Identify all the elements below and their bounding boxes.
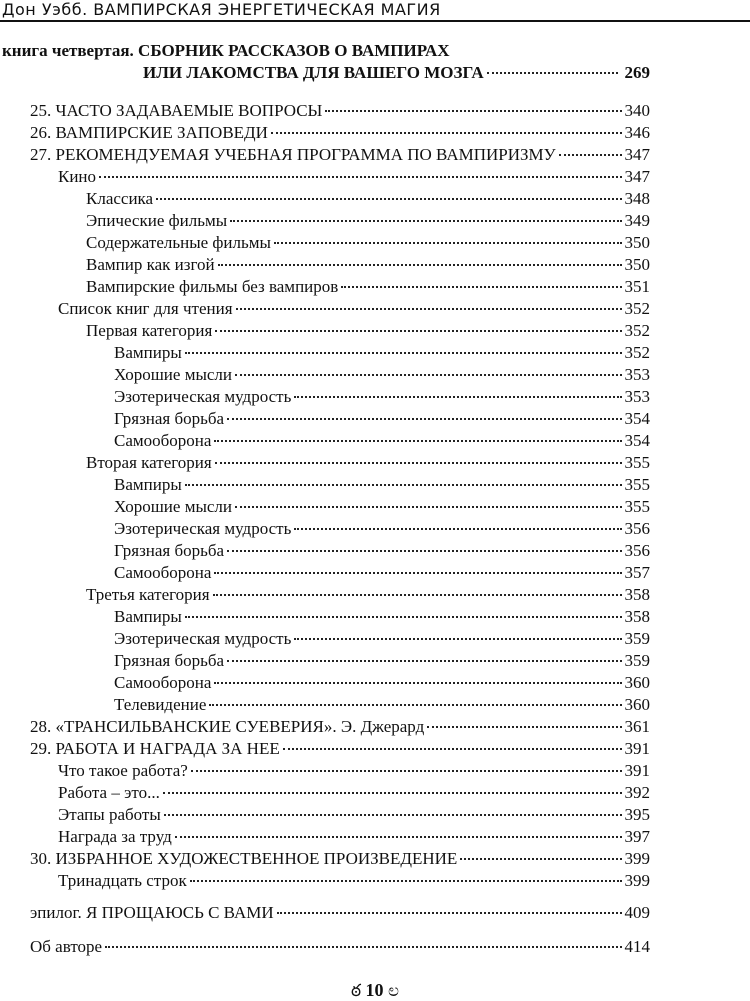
toc-entry-page: 359 <box>624 629 650 648</box>
toc-entry-title: Об авторе <box>30 937 103 956</box>
toc-entry[interactable] <box>114 606 650 628</box>
dot-leader <box>274 242 622 244</box>
page-number: 10 <box>365 980 384 1000</box>
dot-leader <box>341 286 621 288</box>
toc-entry[interactable] <box>86 452 650 474</box>
toc-entry-page: 395 <box>624 805 650 824</box>
dot-leader <box>214 440 621 442</box>
toc-entry-page: 399 <box>624 849 650 868</box>
toc-entry-title: Третья категория <box>86 585 210 604</box>
page-footer <box>0 980 750 1001</box>
toc-entry-title: 30. ИЗБРАННОЕ ХУДОЖЕСТВЕННОЕ ПРОИЗВЕДЕНИЕ <box>30 849 458 868</box>
dot-leader <box>209 704 621 706</box>
toc-entry[interactable] <box>58 760 650 782</box>
toc-entry[interactable] <box>114 386 650 408</box>
dot-leader <box>236 308 622 310</box>
toc-entry[interactable] <box>30 738 650 760</box>
dot-leader <box>175 836 622 838</box>
toc-entry[interactable] <box>58 298 650 320</box>
toc-entry[interactable] <box>30 122 650 144</box>
toc-entry-title: Грязная борьба <box>114 409 225 428</box>
toc-entry-page: 414 <box>624 937 650 956</box>
toc-entry[interactable] <box>114 518 650 540</box>
dot-leader <box>191 770 622 772</box>
toc-entry-title: Самооборона <box>114 431 212 450</box>
toc-entry-title: Хорошие мысли <box>114 365 232 384</box>
toc-entry[interactable] <box>86 254 650 276</box>
toc-entry-title: 25. ЧАСТО ЗАДАВАЕМЫЕ ВОПРОСЫ <box>30 101 323 120</box>
toc-entry-title: Этапы работы <box>58 805 161 824</box>
toc-entry-page: 358 <box>624 585 650 604</box>
toc-entry[interactable] <box>86 232 650 254</box>
toc-entry-page: 356 <box>624 541 650 560</box>
toc-entry[interactable] <box>30 902 650 924</box>
toc-entry-title: Кино <box>58 167 97 186</box>
toc-entry[interactable] <box>30 144 650 166</box>
dot-leader <box>325 110 621 112</box>
toc-entry[interactable] <box>114 628 650 650</box>
toc-entry[interactable] <box>114 364 650 386</box>
dot-leader <box>427 726 621 728</box>
ornament-left-icon: ఠ <box>350 981 362 1000</box>
toc-entry[interactable] <box>114 342 650 364</box>
toc-entry-title: 29. РАБОТА И НАГРАДА ЗА НЕЕ <box>30 739 280 758</box>
toc-entry-title: Вампиры <box>114 475 182 494</box>
dot-leader <box>235 374 622 376</box>
toc-entry-title: Эзотерическая мудрость <box>114 629 292 648</box>
dot-leader <box>105 946 621 948</box>
toc-entry-title: эпилог. Я ПРОЩАЮСЬ С ВАМИ <box>30 903 274 922</box>
toc-entry-page: 391 <box>624 761 650 780</box>
dot-leader <box>163 792 622 794</box>
toc-entry-page: 360 <box>624 695 650 714</box>
toc-entry[interactable] <box>30 848 650 870</box>
toc-entry-title: Вторая категория <box>86 453 212 472</box>
dot-leader <box>294 638 621 640</box>
toc-entry-page: 347 <box>624 167 650 186</box>
toc-entry-title: Грязная борьба <box>114 651 225 670</box>
toc-entry-title: Эпические фильмы <box>86 211 228 230</box>
part-heading-line1: книга четвертая. СБОРНИК РАССКАЗОВ О ВАМПИРАХ <box>2 41 450 60</box>
toc-entry-title: Тринадцать строк <box>58 871 187 890</box>
toc-entry[interactable] <box>58 804 650 826</box>
toc-entry-page: 351 <box>624 277 650 296</box>
toc-entry-title: Работа – это... <box>58 783 160 802</box>
toc-entry-title: Классика <box>86 189 154 208</box>
toc-entry[interactable] <box>114 650 650 672</box>
toc-entry-page: 350 <box>624 255 650 274</box>
dot-leader <box>185 352 622 354</box>
toc-entry-page: 392 <box>624 783 650 802</box>
dot-leader <box>215 462 622 464</box>
toc-entry-page: 361 <box>624 717 650 736</box>
toc-entry-title: Грязная борьба <box>114 541 225 560</box>
dot-leader <box>164 814 622 816</box>
toc-entry-page: 352 <box>624 321 650 340</box>
toc-entry-page: 352 <box>624 299 650 318</box>
toc-entry-title: Вампирские фильмы без вампиров <box>86 277 339 296</box>
toc-entry-page: 349 <box>624 211 650 230</box>
dot-leader <box>227 660 621 662</box>
dot-leader <box>190 880 622 882</box>
toc-entry[interactable] <box>58 782 650 804</box>
toc-entry-title: Награда за труд <box>58 827 172 846</box>
toc-entry-page: 359 <box>624 651 650 670</box>
toc-entry-title: Первая категория <box>86 321 213 340</box>
dot-leader <box>156 198 621 200</box>
toc-entry[interactable] <box>58 870 650 892</box>
toc-entry-title: Содержательные фильмы <box>86 233 271 252</box>
dot-leader <box>559 154 622 156</box>
toc-entry-page: 356 <box>624 519 650 538</box>
toc-entry[interactable] <box>86 276 650 298</box>
toc-entry-title: Эзотерическая мудрость <box>114 519 292 538</box>
toc-entry-page: 355 <box>624 453 650 472</box>
toc-entry[interactable] <box>30 936 650 958</box>
dot-leader <box>185 484 622 486</box>
dot-leader <box>283 748 622 750</box>
toc-entry[interactable] <box>86 320 650 342</box>
toc-entry[interactable] <box>30 100 650 122</box>
toc-entry-page: 409 <box>624 903 650 922</box>
dot-leader <box>227 418 621 420</box>
toc-entry[interactable] <box>86 584 650 606</box>
dot-leader <box>215 330 621 332</box>
toc-entry-title: Вампиры <box>114 607 182 626</box>
dot-leader <box>214 572 621 574</box>
dot-leader <box>487 72 618 74</box>
toc-entry-page: 399 <box>624 871 650 890</box>
toc-entry-page: 352 <box>624 343 650 362</box>
toc-entry-title: Вампиры <box>114 343 182 362</box>
toc-entry-page: 358 <box>624 607 650 626</box>
toc-entry[interactable] <box>114 562 650 584</box>
toc-entry-page: 354 <box>624 431 650 450</box>
toc-entry-title: Телевидение <box>114 695 207 714</box>
toc-entry-page: 391 <box>624 739 650 758</box>
dot-leader <box>185 616 622 618</box>
toc-entry-title: Самооборона <box>114 563 212 582</box>
toc-entry-page: 347 <box>624 145 650 164</box>
dot-leader <box>460 858 621 860</box>
toc-entry-page: 357 <box>624 563 650 582</box>
toc-entry[interactable] <box>114 430 650 452</box>
toc-entry-page: 355 <box>624 497 650 516</box>
toc-entry-page: 360 <box>624 673 650 692</box>
part-heading[interactable] <box>2 40 650 84</box>
toc-entry-page: 350 <box>624 233 650 252</box>
toc-entry[interactable] <box>114 540 650 562</box>
toc-entry-page: 340 <box>624 101 650 120</box>
toc-entry[interactable] <box>114 672 650 694</box>
toc-entry[interactable] <box>114 408 650 430</box>
dot-leader <box>235 506 622 508</box>
toc-entry-page: 354 <box>624 409 650 428</box>
toc-entry-page: 348 <box>624 189 650 208</box>
part-heading-line2: ИЛИ ЛАКОМСТВА ДЛЯ ВАШЕГО МОЗГА <box>143 63 484 82</box>
toc-entry[interactable] <box>114 694 650 716</box>
dot-leader <box>213 594 622 596</box>
toc-entry[interactable] <box>86 188 650 210</box>
ornament-right-icon: ಲ <box>388 981 400 1000</box>
toc-entry-page: 346 <box>624 123 650 142</box>
dot-leader <box>294 396 621 398</box>
toc-entry[interactable] <box>114 496 650 518</box>
dot-leader <box>227 550 621 552</box>
toc-entry-title: Вампир как изгой <box>86 255 215 274</box>
toc-entry-title: Хорошие мысли <box>114 497 232 516</box>
toc-entry-page: 353 <box>624 387 650 406</box>
dot-leader <box>230 220 621 222</box>
toc-entry-page: 397 <box>624 827 650 846</box>
dot-leader <box>277 912 622 914</box>
dot-leader <box>214 682 621 684</box>
toc-entry[interactable] <box>30 716 650 738</box>
toc-entry-title: Что такое работа? <box>58 761 188 780</box>
toc-entry[interactable] <box>58 166 650 188</box>
toc-entry-title: 28. «ТРАНСИЛЬВАНСКИЕ СУЕВЕРИЯ». Э. Джерард <box>30 717 425 736</box>
toc-entry-title: Самооборона <box>114 673 212 692</box>
dot-leader <box>99 176 621 178</box>
toc-entry-title: 26. ВАМПИРСКИЕ ЗАПОВЕДИ <box>30 123 268 142</box>
dot-leader <box>294 528 621 530</box>
toc-entry-title: Список книг для чтения <box>58 299 233 318</box>
running-head: Дон Уэбб. ВАМПИРСКАЯ ЭНЕРГЕТИЧЕСКАЯ МАГИЯ <box>0 0 750 22</box>
toc-entry-title: 27. РЕКОМЕНДУЕМАЯ УЧЕБНАЯ ПРОГРАММА ПО ВАМПИРИЗМУ <box>30 145 556 164</box>
toc-entry-page: 353 <box>624 365 650 384</box>
toc-entry[interactable] <box>58 826 650 848</box>
toc-entry-page: 355 <box>624 475 650 494</box>
dot-leader <box>271 132 622 134</box>
toc-entry-title: Эзотерическая мудрость <box>114 387 292 406</box>
part-heading-page: 269 <box>624 63 650 82</box>
dot-leader <box>218 264 622 266</box>
toc-entry[interactable] <box>114 474 650 496</box>
toc-entry[interactable] <box>86 210 650 232</box>
